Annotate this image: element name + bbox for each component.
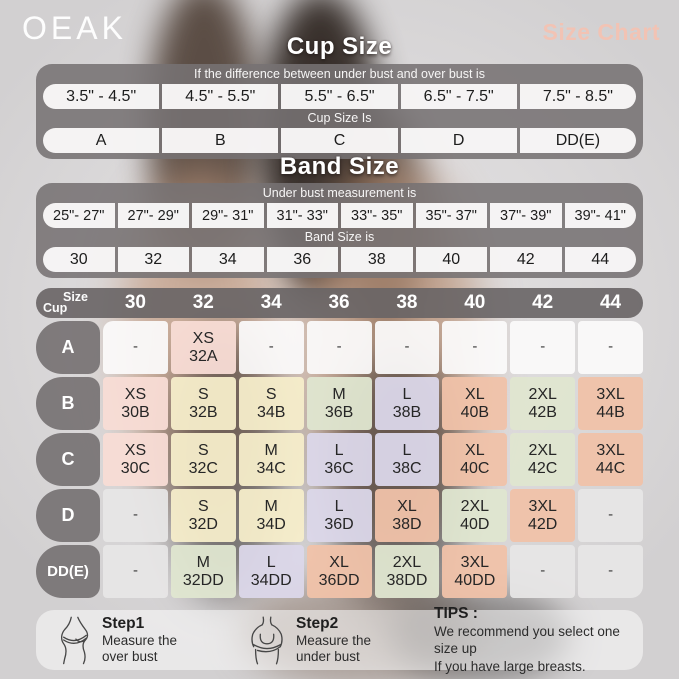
matrix-cell: 2XL 38DD: [375, 545, 440, 598]
matrix-cell: S 34B: [239, 377, 304, 430]
cup-range-cell: 5.5" - 6.5": [281, 84, 397, 109]
cup-letter-cell: C: [281, 128, 397, 153]
tips-block: [434, 605, 629, 676]
band-size-title: Band Size: [279, 153, 400, 180]
matrix-row: [36, 489, 643, 542]
band-number-cell: 40: [416, 247, 488, 272]
matrix-cell: M 34C: [239, 433, 304, 486]
matrix-cell: -: [307, 321, 372, 374]
tips-line-2: If you have large breasts.: [434, 658, 586, 674]
matrix-cell: L 38B: [375, 377, 440, 430]
matrix-corner-cell: [36, 288, 100, 318]
band-number-cell: 36: [267, 247, 339, 272]
step2-label: Step2: [296, 615, 339, 633]
matrix-cell: XS 30C: [103, 433, 168, 486]
matrix-row: [36, 321, 643, 374]
cup-condition-header: If the difference between under bust and over bust is: [194, 67, 485, 81]
matrix-cell: -: [375, 321, 440, 374]
measure-under-bust-icon: [248, 615, 286, 665]
step1-block: [102, 615, 214, 664]
matrix-cell: XL 40C: [442, 433, 507, 486]
matrix-cell: L 36D: [307, 489, 372, 542]
matrix-cell: M 32DD: [171, 545, 236, 598]
matrix-cell: M 36B: [307, 377, 372, 430]
matrix-cell: -: [239, 321, 304, 374]
cup-range-row: [43, 84, 636, 109]
matrix-header: [36, 288, 643, 318]
matrix-cell: S 32C: [171, 433, 236, 486]
band-result-header: Band Size is: [304, 230, 375, 244]
step2-block: [296, 615, 408, 664]
matrix-cell: 3XL 44C: [578, 433, 643, 486]
matrix-row: [36, 545, 643, 598]
band-range-row: [43, 203, 636, 228]
tips-label: TIPS :: [434, 604, 478, 622]
cup-result-header: Cup Size Is: [307, 111, 372, 125]
measure-over-bust-icon: [58, 615, 92, 665]
cup-letter-cell: B: [162, 128, 278, 153]
matrix-cell: 2XL 42B: [510, 377, 575, 430]
cup-letter-cell: A: [43, 128, 159, 153]
page-title: Size Chart: [542, 19, 660, 45]
corner-cup-label: Cup: [43, 301, 68, 315]
band-range-cell: 31"- 33": [267, 203, 339, 228]
matrix-cell: -: [510, 321, 575, 374]
matrix-col-header: 42: [532, 292, 554, 313]
band-range-cell: 27"- 29": [118, 203, 190, 228]
matrix-col-header: 38: [396, 292, 418, 313]
matrix-cell: L 36C: [307, 433, 372, 486]
cup-letter-row: [43, 128, 636, 153]
band-number-cell: 44: [565, 247, 637, 272]
footer-info-bar: [36, 604, 643, 674]
matrix-col-header: 40: [464, 292, 486, 313]
band-range-cell: 29"- 31": [192, 203, 264, 228]
band-range-cell: 33"- 35": [341, 203, 413, 228]
band-number-cell: 30: [43, 247, 115, 272]
band-number-row: [43, 247, 636, 272]
matrix-cell: L 34DD: [239, 545, 304, 598]
matrix-cell: 3XL 40DD: [442, 545, 507, 598]
matrix-cell: L 38C: [375, 433, 440, 486]
band-number-cell: 38: [341, 247, 413, 272]
band-number-cell: 42: [490, 247, 562, 272]
band-range-cell: 35"- 37": [416, 203, 488, 228]
matrix-cell: 3XL 42D: [510, 489, 575, 542]
matrix-cell: XL 38D: [375, 489, 440, 542]
matrix-row-label: C: [36, 433, 100, 486]
matrix-cell: XL 40B: [442, 377, 507, 430]
matrix-row-label: A: [36, 321, 100, 374]
band-range-cell: 39"- 41": [565, 203, 637, 228]
matrix-cell: -: [442, 321, 507, 374]
band-range-cell: 25"- 27": [43, 203, 115, 228]
matrix-cell: 3XL 44B: [578, 377, 643, 430]
cup-letter-cell: DD(E): [520, 128, 636, 153]
corner-size-label: Size: [63, 290, 89, 304]
matrix-cell: XL 36DD: [307, 545, 372, 598]
matrix-row-label: DD(E): [36, 545, 100, 598]
cup-size-title: Cup Size: [286, 33, 393, 60]
band-number-cell: 34: [192, 247, 264, 272]
cup-range-cell: 7.5" - 8.5": [520, 84, 636, 109]
cup-letter-cell: D: [401, 128, 517, 153]
matrix-cell: 2XL 40D: [442, 489, 507, 542]
matrix-col-header: 34: [260, 292, 282, 313]
matrix-cell: S 32D: [171, 489, 236, 542]
band-condition-header: Under bust measurement is: [262, 186, 417, 200]
matrix-row: [36, 433, 643, 486]
matrix-cell: M 34D: [239, 489, 304, 542]
size-matrix-table: [36, 288, 643, 598]
matrix-row-label: B: [36, 377, 100, 430]
matrix-cell: -: [578, 489, 643, 542]
matrix-cell: -: [510, 545, 575, 598]
cup-size-table: [36, 64, 643, 159]
band-range-cell: 37"- 39": [490, 203, 562, 228]
matrix-cell: -: [103, 545, 168, 598]
brand-logo: OEAK: [22, 10, 127, 46]
cup-range-cell: 4.5" - 5.5": [162, 84, 278, 109]
matrix-row-label: D: [36, 489, 100, 542]
matrix-cell: -: [103, 321, 168, 374]
matrix-col-header: 36: [328, 292, 350, 313]
matrix-row: [36, 377, 643, 430]
matrix-cell: -: [103, 489, 168, 542]
matrix-cell: -: [578, 321, 643, 374]
matrix-cell: 2XL 42C: [510, 433, 575, 486]
step1-label: Step1: [102, 615, 145, 633]
tips-line-1: We recommend you select one size up: [434, 623, 620, 657]
step2-text: Measure the under bust: [296, 633, 372, 664]
cup-range-cell: 3.5" - 4.5": [43, 84, 159, 109]
band-number-cell: 32: [118, 247, 190, 272]
matrix-col-header: 32: [192, 292, 214, 313]
band-size-table: [36, 183, 643, 278]
matrix-cell: -: [578, 545, 643, 598]
matrix-col-header: 44: [599, 292, 622, 313]
matrix-cell: S 32B: [171, 377, 236, 430]
matrix-col-header: 30: [124, 292, 146, 313]
matrix-cell: XS 32A: [171, 321, 236, 374]
matrix-cell: XS 30B: [103, 377, 168, 430]
cup-range-cell: 6.5" - 7.5": [401, 84, 517, 109]
step1-text: Measure the over bust: [102, 633, 178, 664]
